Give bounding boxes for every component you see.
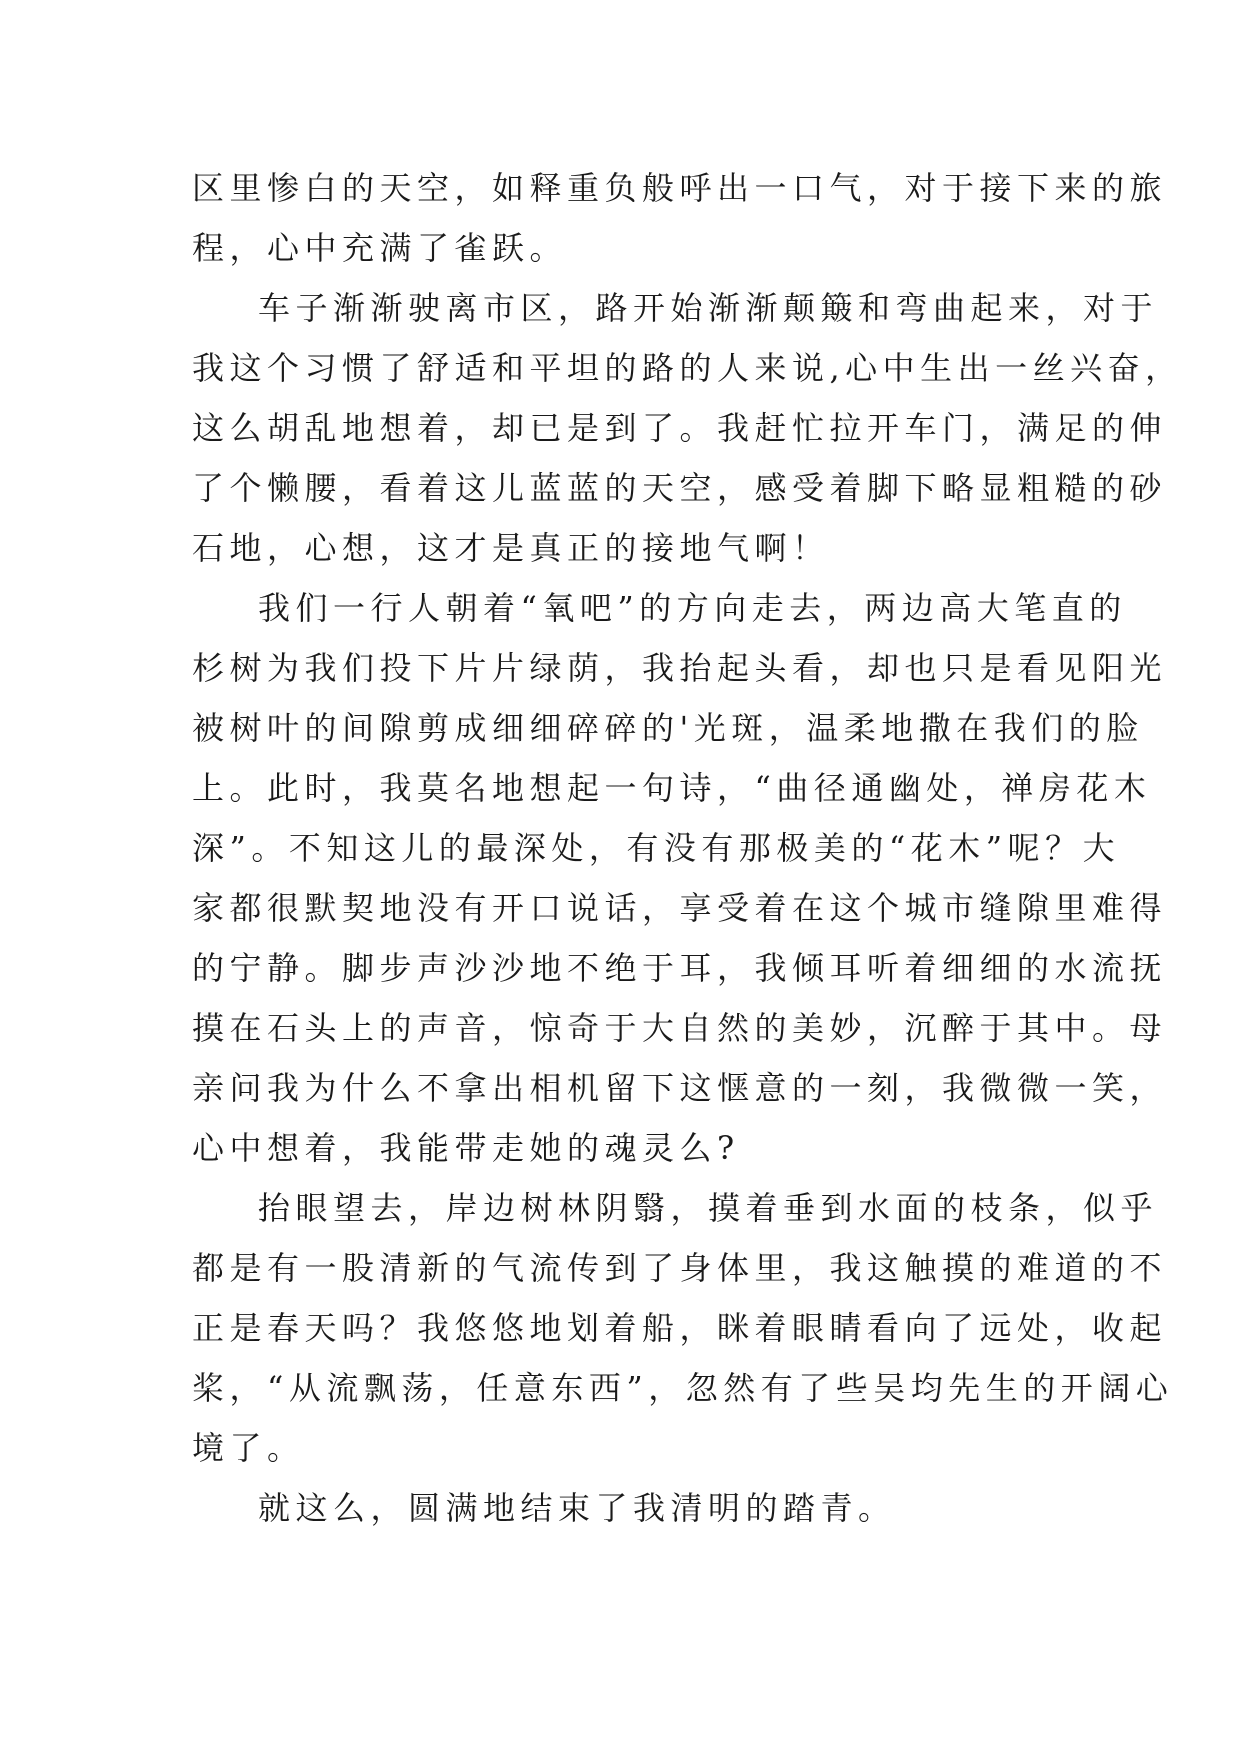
text-line: 家都很默契地没有开口说话，享受着在这个城市缝隙里难得	[192, 889, 1168, 927]
text-line: 桨，“从流飘荡，任意东西”，忽然有了些吴均先生的开阔心	[192, 1369, 1174, 1407]
text-line: 区里惨白的天空，如释重负般呼出一口气，对于接下来的旅	[192, 169, 1168, 207]
text-line: 抬眼望去，岸边树林阴翳，摸着垂到水面的枝条，似乎	[258, 1189, 1159, 1227]
text-line: 被树叶的间隙剪成细细碎碎的'光斑，温柔地撒在我们的脸	[192, 709, 1144, 747]
text-line: 都是有一股清新的气流传到了身体里，我这触摸的难道的不	[192, 1249, 1168, 1287]
text-line: 这么胡乱地想着，却已是到了。我赶忙拉开车门，满足的伸	[192, 409, 1168, 447]
text-line: 摸在石头上的声音，惊奇于大自然的美妙，沉醉于其中。母	[192, 1009, 1168, 1047]
text-line: 亲问我为什么不拿出相机留下这惬意的一刻，我微微一笑，	[192, 1069, 1168, 1107]
text-line: 就这么，圆满地结束了我清明的踏青。	[258, 1489, 896, 1527]
text-line: 我这个习惯了舒适和平坦的路的人来说,心中生出一丝兴奋，	[192, 349, 1183, 387]
text-line: 心中想着，我能带走她的魂灵么?	[192, 1129, 740, 1167]
text-line: 程，心中充满了雀跃。	[192, 229, 568, 267]
text-line: 上。此时，我莫名地想起一句诗，“曲径通幽处，禅房花木	[192, 769, 1152, 807]
text-line: 车子渐渐驶离市区，路开始渐渐颠簸和弯曲起来，对于	[258, 289, 1159, 327]
text-line: 的宁静。脚步声沙沙地不绝于耳，我倾耳听着细细的水流抚	[192, 949, 1168, 987]
text-line: 我们一行人朝着“氧吧”的方向走去，两边高大笔直的	[258, 589, 1127, 627]
text-line: 正是春天吗？我悠悠地划着船，眯着眼睛看向了远处，收起	[192, 1309, 1168, 1347]
text-line: 了个懒腰，看着这儿蓝蓝的天空，感受着脚下略显粗糙的砂	[192, 469, 1168, 507]
body-text	[192, 158, 1183, 1538]
text-line: 杉树为我们投下片片绿荫，我抬起头看，却也只是看见阳光	[192, 649, 1168, 687]
text-line: 境了。	[192, 1429, 305, 1467]
text-line: 深”。不知这儿的最深处，有没有那极美的“花木”呢？大	[192, 829, 1121, 867]
text-line: 石地，心想，这才是真正的接地气啊！	[192, 529, 830, 567]
